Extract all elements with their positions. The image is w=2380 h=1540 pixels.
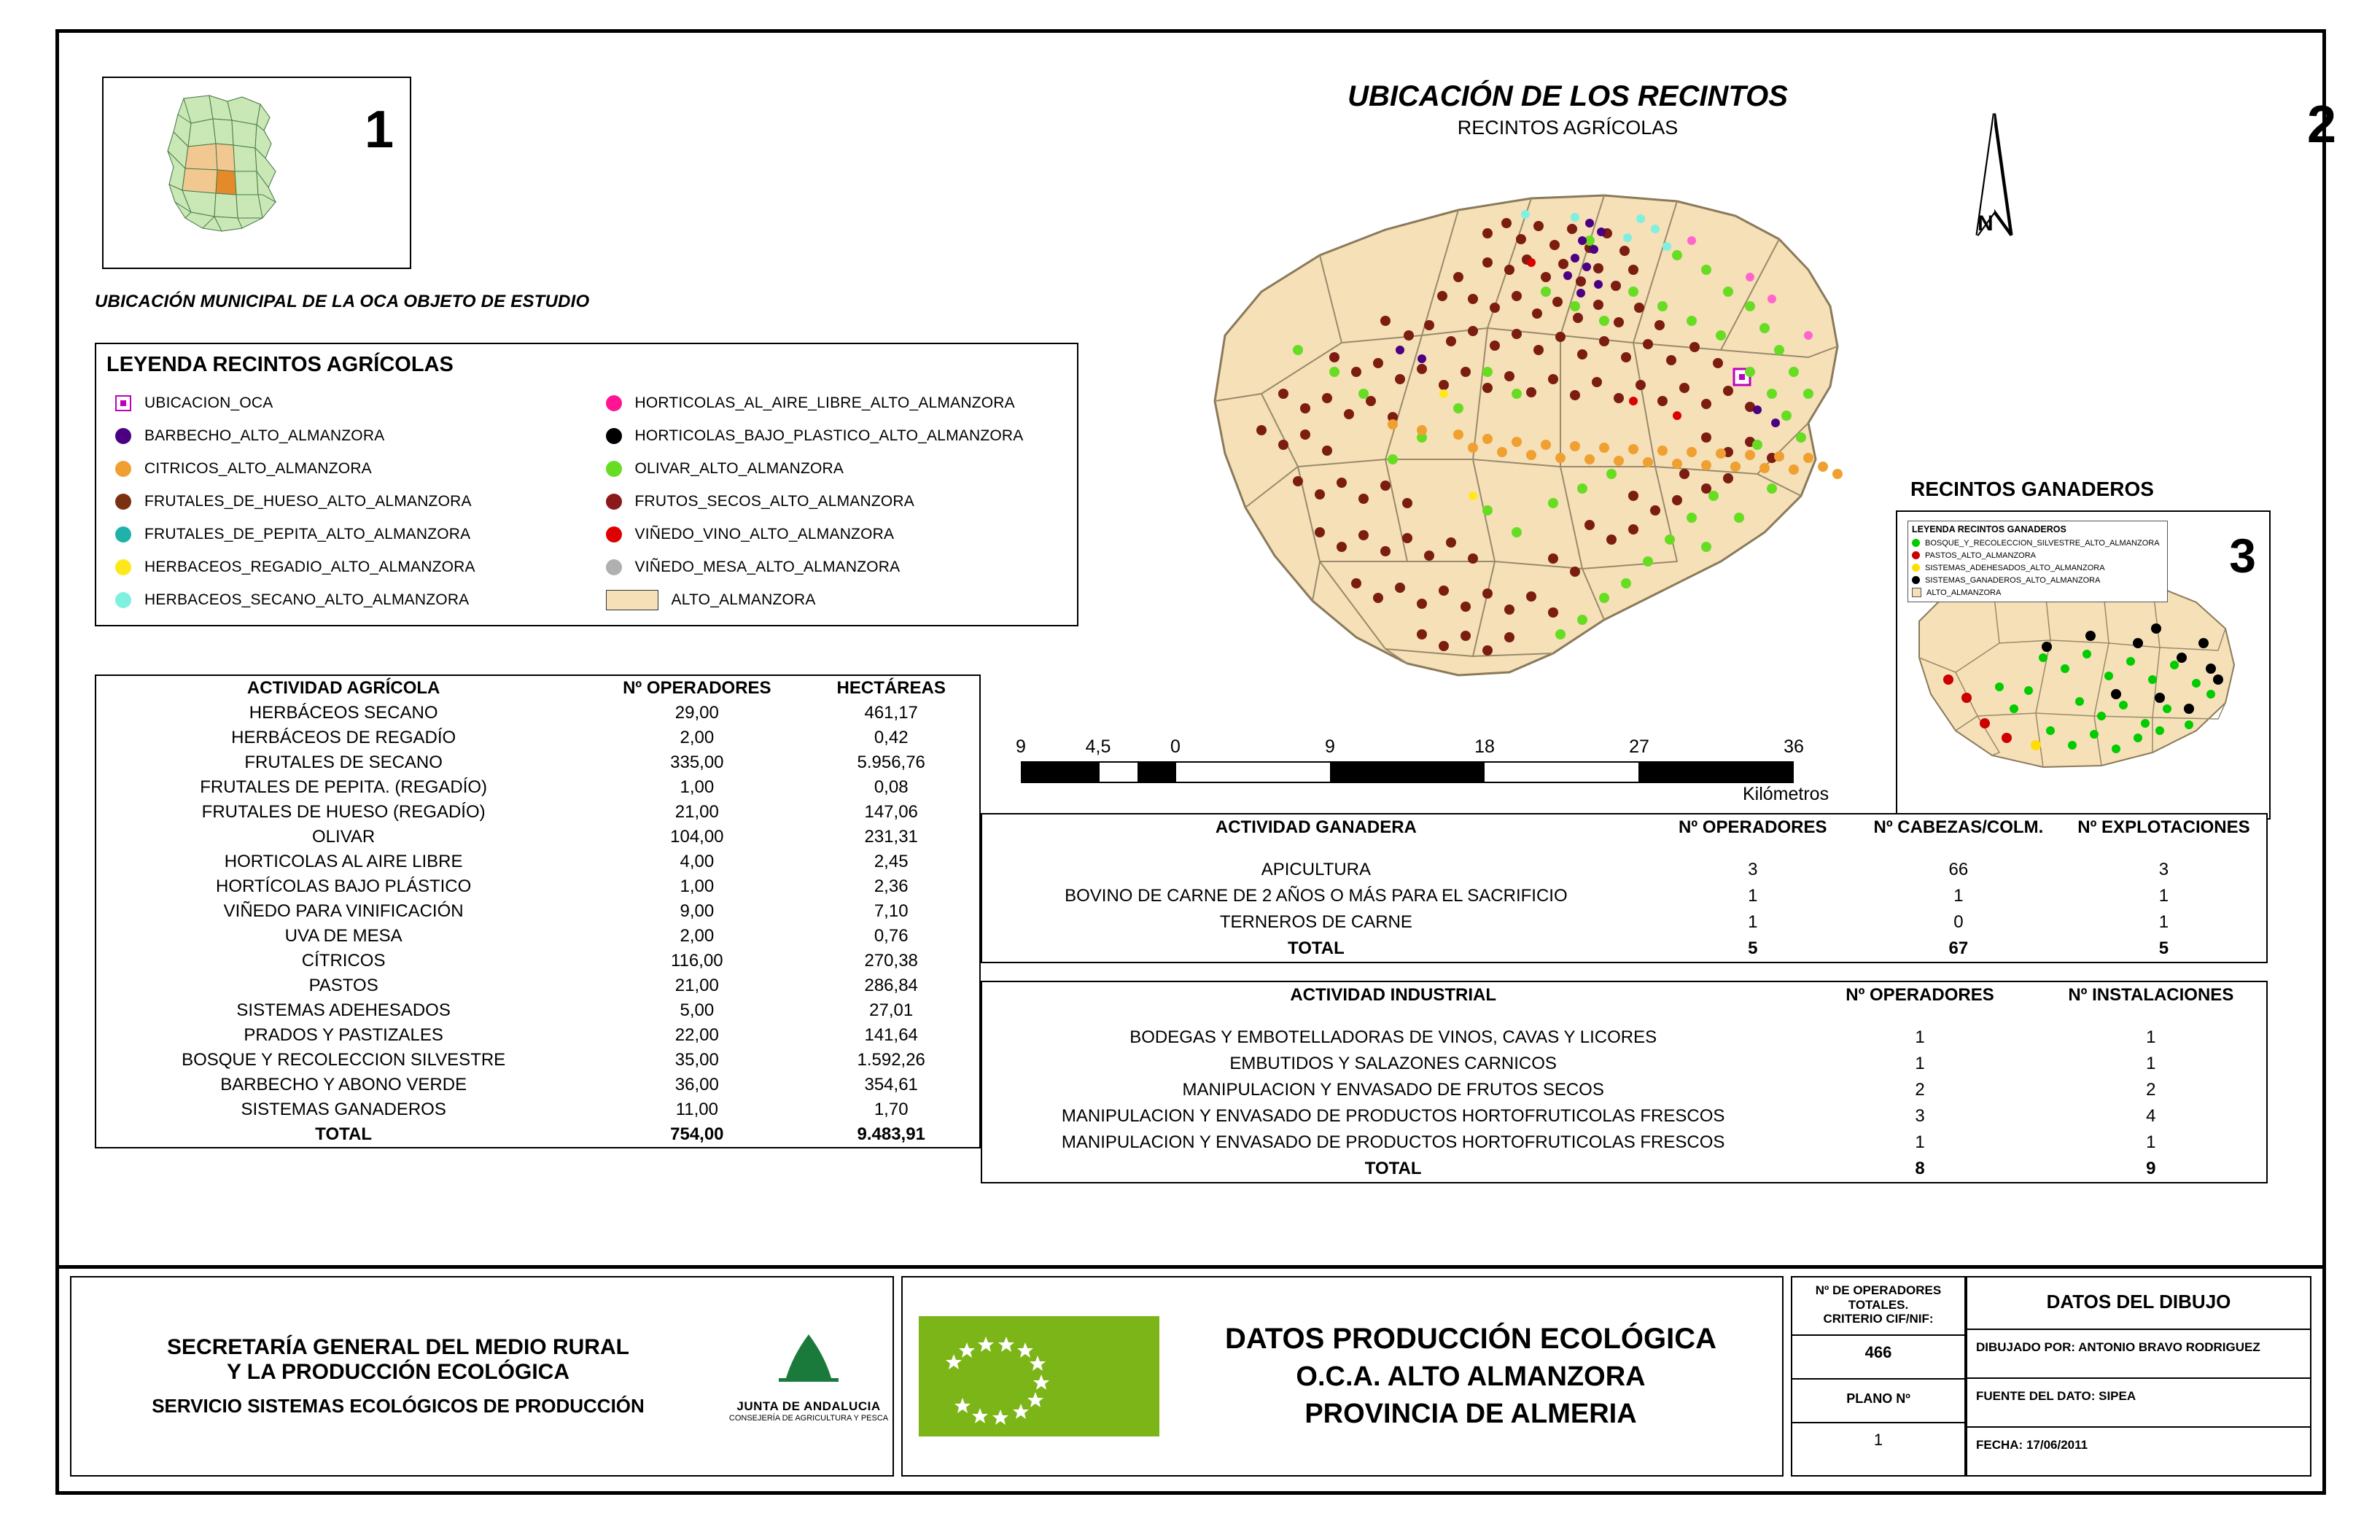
legend-item: PASTOS_ALTO_ALMANZORA — [1912, 549, 2163, 561]
scale-label: 9 — [1016, 736, 1026, 757]
table-actividad-ganadera — [981, 813, 2268, 963]
legend-item-label: VIÑEDO_MESA_ALTO_ALMANZORA — [634, 558, 901, 575]
legend-column-2 — [587, 386, 1078, 616]
legend-item-label: FRUTALES_DE_PEPITA_ALTO_ALMANZORA — [144, 525, 471, 542]
table-row: BOVINO DE CARNE DE 2 AÑOS O MÁS PARA EL SACRIFICIO 1 1 1 — [1065, 886, 2169, 906]
organization-text — [71, 1335, 725, 1418]
title-line-2: O.C.A. ALTO ALMANZORA — [1296, 1361, 1646, 1392]
scale-bar-blocks — [1021, 761, 1794, 783]
inset1-caption: UBICACIÓN MUNICIPAL DE LA OCA OBJETO DE ESTUDIO — [95, 292, 590, 311]
legend-column-1 — [96, 386, 587, 616]
legend-item — [115, 551, 587, 583]
plano-value: 1 — [1873, 1431, 1883, 1449]
drawing-data-header: DATOS DEL DIBUJO — [1967, 1278, 2310, 1330]
ubicacion-oca-icon — [115, 395, 131, 411]
org-line-2: Y LA PRODUCCIÓN ECOLÓGICA — [226, 1360, 570, 1384]
table-row: HORTICOLAS AL AIRE LIBRE 4,00 2,45 — [224, 852, 909, 871]
table-row: SISTEMAS ADEHESADOS 5,00 27,01 — [236, 1000, 914, 1020]
inset3-title: RECINTOS GANADEROS — [1910, 478, 2154, 500]
dot-icon — [115, 461, 131, 477]
drawing-data-block — [1966, 1276, 2311, 1477]
scale-label: 27 — [1629, 736, 1649, 757]
table-row: MANIPULACION Y ENVASADO DE FRUTOS SECOS 2 2 — [1182, 1080, 2156, 1100]
inset3-legend — [1908, 521, 2168, 602]
col-header: HECTÁREAS — [836, 678, 946, 698]
legend-item — [606, 452, 1078, 485]
table-total-row: TOTAL 8 9 — [1364, 1159, 2156, 1178]
dot-icon — [606, 559, 622, 575]
junta-logo-text: JUNTA DE ANDALUCIA — [736, 1399, 881, 1413]
col-header: Nº EXPLOTACIONES — [2077, 817, 2250, 837]
legend-agricultural — [95, 343, 1078, 626]
dot-icon — [606, 461, 622, 477]
inset-municipal-location — [102, 77, 411, 269]
table-row: TERNEROS DE CARNE 1 0 1 — [1219, 912, 2169, 932]
table-row: BARBECHO Y ABONO VERDE 36,00 354,61 — [220, 1075, 918, 1094]
legend-item-label: HORTICOLAS_BAJO_PLASTICO_ALTO_ALMANZORA — [634, 427, 1024, 444]
inset3-legend-title: LEYENDA RECINTOS GANADEROS — [1912, 524, 2066, 534]
table-total-row: TOTAL 754,00 9.483,91 — [315, 1124, 925, 1144]
junta-logo-icon — [754, 1330, 863, 1396]
table-row: VIÑEDO PARA VINIFICACIÓN 9,00 7,10 — [223, 901, 909, 921]
inset1-number: 1 — [364, 101, 394, 159]
legend-item-label: FRUTALES_DE_HUESO_ALTO_ALMANZORA — [144, 492, 472, 510]
date-row: FECHA: 17/06/2011 — [1976, 1438, 2088, 1452]
table-row: FRUTALES DE HUESO (REGADÍO) 21,00 147,06 — [201, 802, 918, 822]
table-actividad-industrial — [981, 981, 2268, 1183]
col-header: ACTIVIDAD GANADERA — [1215, 817, 1417, 837]
north-label: N — [1978, 211, 1994, 236]
title-line-1: DATOS PRODUCCIÓN ECOLÓGICA — [1224, 1323, 1717, 1355]
col-header: ACTIVIDAD INDUSTRIAL — [1290, 985, 1496, 1005]
dot-icon — [606, 395, 622, 411]
main-title-text — [1159, 1323, 1782, 1430]
main-map-recintos-agricolas — [1079, 153, 1991, 736]
dot-icon — [115, 559, 131, 575]
legend-item — [606, 518, 1078, 551]
organization-block — [70, 1276, 894, 1477]
table-row: BOSQUE Y RECOLECCION SILVESTRE 35,00 1.592,26 — [182, 1050, 925, 1070]
legend-item-label: UBICACION_OCA — [144, 394, 273, 411]
table-row: MANIPULACION Y ENVASADO DE PRODUCTOS HORTOFRUTICOLAS FRESCOS 3 4 — [1061, 1106, 2156, 1126]
dot-icon — [1912, 564, 1920, 572]
table-row: BODEGAS Y EMBOTELLADORAS DE VINOS, CAVAS Y LICORES 1 1 — [1129, 1027, 2156, 1047]
operators-label-cell — [1792, 1278, 1964, 1336]
legend-item-label: VIÑEDO_VINO_ALTO_ALMANZORA — [634, 525, 895, 542]
operators-label-3: CRITERIO CIF/NIF: — [1823, 1312, 1934, 1326]
legend-item-label: ALTO_ALMANZORA — [671, 591, 816, 608]
inset3-number: 3 — [2229, 529, 2256, 583]
inset-recintos-ganaderos — [1896, 510, 2271, 820]
table-row: HERBÁCEOS DE REGADÍO 2,00 0,42 — [231, 728, 909, 747]
col-header: Nº OPERADORES — [1846, 985, 1994, 1005]
table-row: OLIVAR 104,00 231,31 — [312, 827, 918, 847]
table-row: HERBÁCEOS SECANO 29,00 461,17 — [249, 703, 918, 723]
dot-icon — [606, 428, 622, 444]
table-row: FRUTALES DE PEPITA. (REGADÍO) 1,00 0,08 — [200, 777, 909, 797]
table-spacer — [981, 1008, 2267, 1024]
source-row: FUENTE DEL DATO: SIPEA — [1967, 1379, 2310, 1428]
table-row: FRUTALES DE SECANO 335,00 5.956,76 — [244, 752, 925, 772]
legend-item: ALTO_ALMANZORA — [1912, 586, 2163, 599]
legend-item — [606, 583, 1078, 616]
scale-label: 0 — [1170, 736, 1181, 757]
dot-icon — [1912, 576, 1920, 584]
andalucia-province-map — [140, 85, 315, 260]
legend-item-label: HORTICOLAS_AL_AIRE_LIBRE_ALTO_ALMANZORA — [634, 394, 1015, 411]
legend-item-label: HERBACEOS_REGADIO_ALTO_ALMANZORA — [144, 558, 475, 575]
operators-label-2: TOTALES. — [1848, 1297, 1909, 1312]
junta-andalucia-logo — [725, 1330, 892, 1423]
legend-item-label: FRUTOS_SECOS_ALTO_ALMANZORA — [634, 492, 915, 510]
legend-item — [606, 386, 1078, 419]
org-line-1: SECRETARÍA GENERAL DEL MEDIO RURAL — [167, 1335, 629, 1359]
legend-item — [115, 386, 587, 419]
legend-title: LEYENDA RECINTOS AGRÍCOLAS — [106, 353, 454, 376]
eu-leaf-stars-icon — [919, 1316, 1159, 1436]
table-row: PASTOS 21,00 286,84 — [308, 976, 918, 995]
table-spacer — [981, 841, 2267, 857]
table-row: CÍTRICOS 116,00 270,38 — [301, 951, 918, 971]
col-header: Nº INSTALACIONES — [2068, 985, 2234, 1005]
map-title: UBICACIÓN DE LOS RECINTOS — [1348, 80, 1788, 112]
dot-icon — [1912, 539, 1920, 547]
legend-item: BOSQUE_Y_RECOLECCION_SILVESTRE_ALTO_ALMANZORA — [1912, 537, 2163, 549]
col-header: Nº CABEZAS/COLM. — [1873, 817, 2044, 837]
operators-block — [1791, 1276, 1966, 1477]
table-row: HORTÍCOLAS BAJO PLÁSTICO 1,00 2,36 — [215, 876, 909, 896]
legend-item — [606, 419, 1078, 452]
legend-item — [115, 583, 587, 616]
legend-item — [606, 551, 1078, 583]
dot-icon — [115, 494, 131, 510]
table-row: EMBUTIDOS Y SALAZONES CARNICOS 1 1 — [1229, 1054, 2156, 1073]
legend-item: SISTEMAS_ADEHESADOS_ALTO_ALMANZORA — [1912, 561, 2163, 574]
scale-label: 18 — [1474, 736, 1495, 757]
table-row: APICULTURA 3 66 3 — [1261, 860, 2169, 879]
legend-item — [115, 452, 587, 485]
legend-item — [606, 485, 1078, 518]
scale-label: 4,5 — [1085, 736, 1111, 757]
table-header-row — [981, 814, 2267, 841]
operators-value: 466 — [1792, 1336, 1964, 1380]
legend-item — [115, 518, 587, 551]
map-number: 2 — [2306, 96, 2336, 154]
legend-item — [115, 485, 587, 518]
dot-icon — [115, 526, 131, 542]
table-row: UVA DE MESA 2,00 0,76 — [284, 926, 909, 946]
org-line-3: SERVICIO SISTEMAS ECOLÓGICOS DE PRODUCCIÓN — [152, 1395, 645, 1417]
table-header-row — [96, 675, 980, 701]
scale-label: 9 — [1325, 736, 1335, 757]
junta-logo-subtext: CONSEJERÍA DE AGRICULTURA Y PESCA — [728, 1414, 889, 1423]
table-row: PRADOS Y PASTIZALES 22,00 141,64 — [244, 1025, 918, 1045]
drawn-by-row: DIBUJADO POR: ANTONIO BRAVO RODRIGUEZ — [1967, 1330, 2310, 1379]
eu-organic-logo — [919, 1316, 1159, 1436]
main-title-block — [901, 1276, 1784, 1477]
dot-icon — [1912, 551, 1920, 559]
table-header-row — [981, 981, 2267, 1008]
title-block — [55, 1265, 2326, 1495]
table-row: SISTEMAS GANADEROS 11,00 1,70 — [241, 1100, 909, 1119]
col-header: Nº OPERADORES — [623, 678, 771, 698]
col-header: Nº OPERADORES — [1679, 817, 1827, 837]
map-subtitle: RECINTOS AGRÍCOLAS — [1457, 117, 1679, 139]
legend-item: SISTEMAS_GANADEROS_ALTO_ALMANZORA — [1912, 574, 2163, 586]
table-actividad-agricola — [95, 674, 981, 1148]
scale-units-label: Kilómetros — [1743, 784, 1829, 804]
operators-label-1: Nº DE OPERADORES — [1815, 1283, 1942, 1297]
legend-item — [115, 419, 587, 452]
col-header: ACTIVIDAD AGRÍCOLA — [246, 678, 440, 698]
dot-icon — [606, 494, 622, 510]
area-swatch-icon — [606, 590, 658, 610]
scale-bar — [1016, 736, 1804, 783]
dot-icon — [606, 526, 622, 542]
table-total-row: TOTAL 5 67 5 — [1287, 938, 2169, 958]
dot-icon — [115, 428, 131, 444]
table-row: MANIPULACION Y ENVASADO DE PRODUCTOS HORTOFRUTICOLAS FRESCOS 1 1 — [1061, 1132, 2156, 1152]
area-swatch-icon — [1912, 588, 1921, 597]
legend-item-label: BARBECHO_ALTO_ALMANZORA — [144, 427, 385, 444]
dot-icon — [115, 592, 131, 608]
legend-item-label: HERBACEOS_SECANO_ALTO_ALMANZORA — [144, 591, 470, 608]
plano-label: PLANO Nº — [1792, 1380, 1964, 1423]
legend-item-label: OLIVAR_ALTO_ALMANZORA — [634, 459, 844, 477]
scale-label: 36 — [1784, 736, 1804, 757]
title-line-3: PROVINCIA DE ALMERIA — [1304, 1399, 1637, 1429]
legend-item-label: CITRICOS_ALTO_ALMANZORA — [144, 459, 372, 477]
